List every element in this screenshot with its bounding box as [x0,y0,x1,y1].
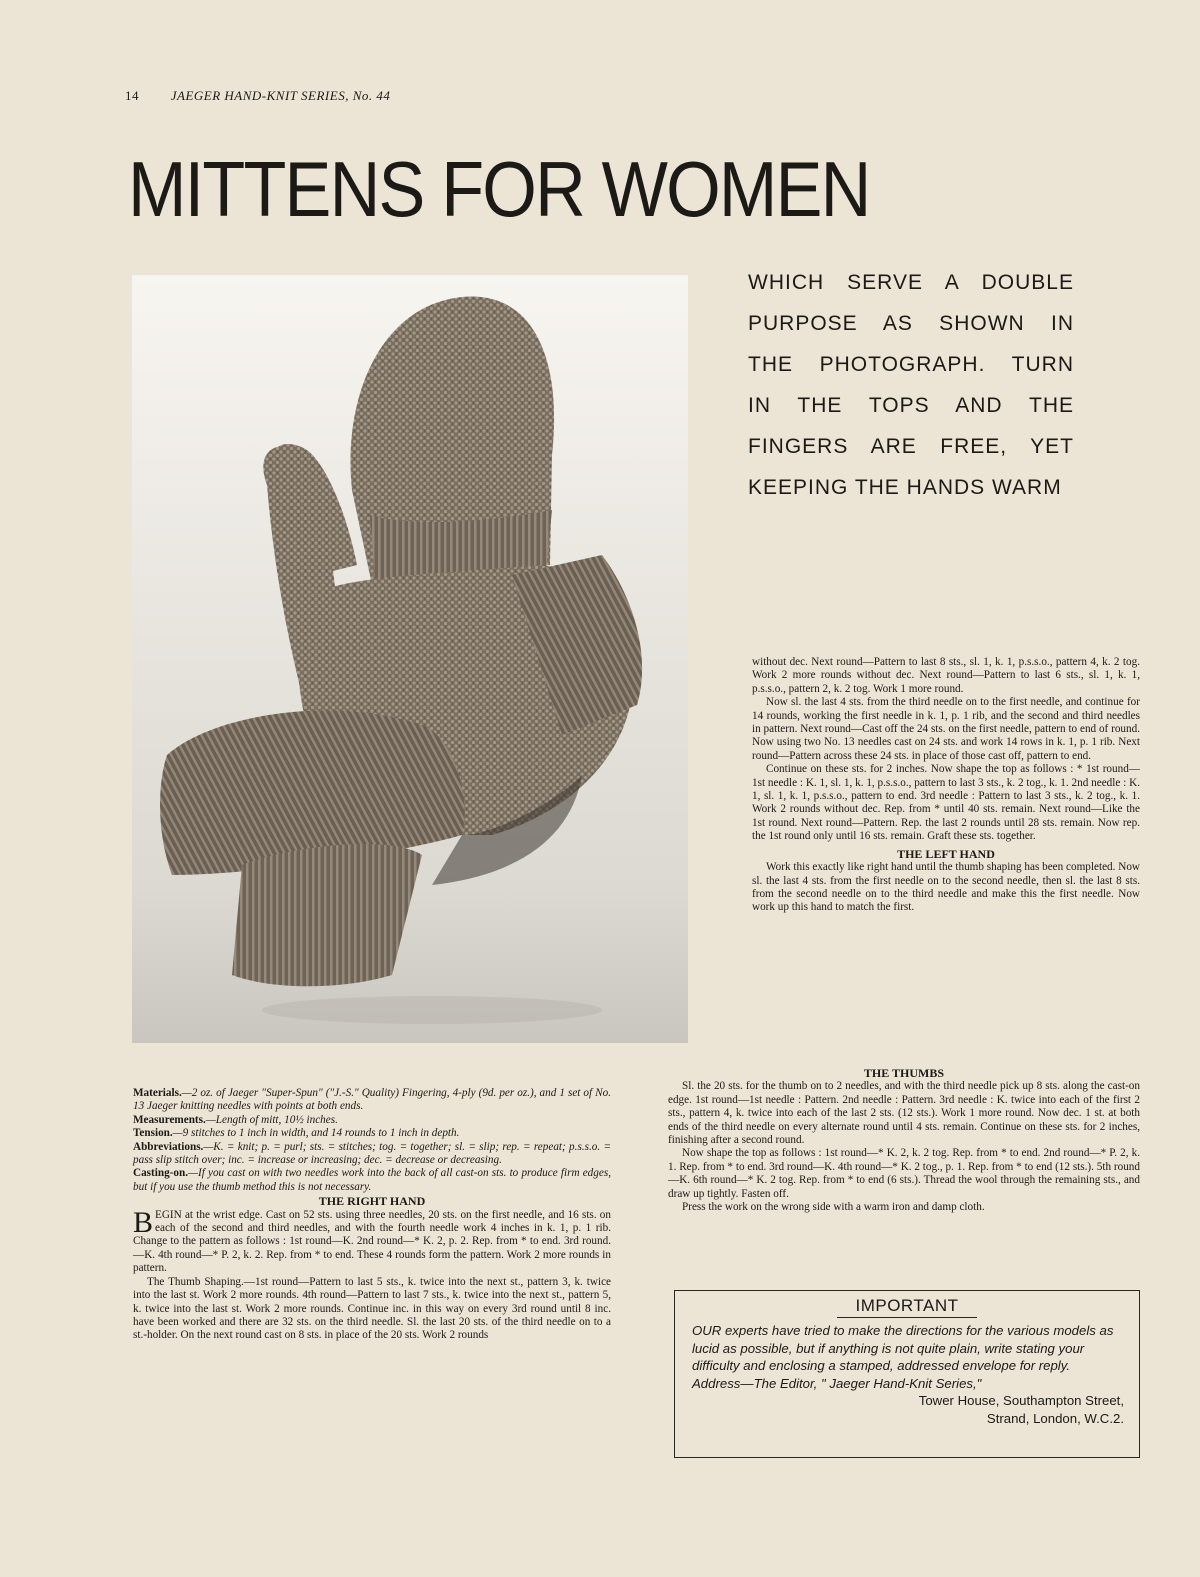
page-header [125,88,390,104]
abbreviations-text: —K. = knit; p. = purl; sts. = stitches; tog. = together; sl. = slip; rep. = repeat; p.s.s.o. = pass slip stitch over; inc. = increase or increasing; dec. = decrease or decreasing. [133,1140,611,1167]
measurements-text: —Length of mitt, 10½ inches. [205,1113,338,1126]
right-hand-paragraph [133,1205,611,1276]
tension-text: —9 stitches to 1 inch in width, and 14 rounds to 1 inch in depth. [172,1127,460,1140]
casting-on-label: Casting-on. [133,1167,189,1180]
mittens-illustration [132,275,688,1043]
instructions-right-column [752,656,1140,915]
page-title: MITTENS FOR WOMEN [128,145,870,233]
right-hand-heading: THE RIGHT HAND [318,1194,426,1209]
subtitle-line: WHICH SERVE A DOUBLE [748,271,1074,294]
left-hand-heading: THE LEFT HAND [897,846,995,861]
subtitle-line: KEEPING THE HANDS WARM [748,476,1062,499]
materials-text: —2 oz. of Jaeger "Super-Spun" ("J.-S." Quality) Fingering, 4-ply (9d. per oz.), and 1 set of No. 13 Jaeger knitting needles with points at both ends. [133,1087,611,1113]
important-notice-box [674,1290,1140,1458]
heading-underline [837,1317,977,1318]
materials-label: Materials. [133,1087,182,1099]
page-number: 14 [125,88,139,103]
instruction-paragraph: Now sl. the last 4 sts. from the third needle on to the first needle, and continue for 14 rounds, working the first needle in k. 1, p. 1 rib, and the second and third needles in pattern. Next round—Cast off the 24 sts. on the first needle, pattern to end of round. Now using two No. 13 needles cast on 24 sts. and work 14 rows in k. 1, p. 1 rib. Next round—Pattern across these 24 sts. in place of those cast off, pattern to end. [752,696,1140,762]
series-title: JAEGER HAND-KNIT SERIES, No. 44 [170,88,391,103]
top-shaping-paragraph: Continue on these sts. for 2 inches. Now shape the top as follows : * 1st round—1st needle : K. 1, sl. 1, k. 1, p.s.s.o., pattern to last 3 sts., k. 2 tog., k. 1. 2nd needle : K. 1, sl. 1, k. 1, p.s.s.o., pattern to end. 3rd needle : Pattern to last 3 sts., k. 2 tog., k. 1. Work 2 rounds without dec. Rep. from * until 40 sts. remain. Next round—Like the 1st round. Next round—Pattern. Rep. the last 2 rounds until 28 sts. remain. Now rep. the 1st round only until 16 sts. remain. Graft these sts. together. [752,763,1140,843]
address-line: Strand, London, W.C.2. [986,1410,1124,1426]
continuation-paragraph: without dec. Next round—Pattern to last 8 sts., sl. 1, k. 1, p.s.s.o., pattern 4, k. 2 tog. Work 2 more rounds without dec. Next round—Pattern to last 6 sts., sl. 1, k. 1, p.s.s.o., pattern 2, k. 2 tog. Work 1 more round. [752,656,1140,695]
subtitle [748,262,1074,508]
subtitle-line: IN THE TOPS AND THE [748,394,1074,417]
thumbs-heading: THE THUMBS [863,1066,945,1080]
important-text: OUR experts have tried to make the directions for the various models as lucid as possible, but if anything is not quite plain, write stating your difficulty and enclosing a stamped, addressed envelope for reply. [692,1323,1114,1373]
right-hand-text: EGIN at the wrist edge. Cast on 52 sts. using three needles, 20 sts. on the first needle, and 16 sts. on each of the second and third needles, and with the fourth needle work 4 inches in k. 1, p. 1 rib. Change to the pattern as follows : 1st round—K. 2nd round—* K. 2, p. 2. Rep. from * to end. 3rd round.—K. 4th round—* P. 2, k. 2. Rep. from * to end. These 4 rounds form the pattern. Work 2 more rounds in pattern. [133,1208,611,1275]
measurements-label: Measurements. [133,1113,206,1126]
materials-section [133,1087,611,1194]
subtitle-line: PURPOSE AS SHOWN IN [748,312,1074,335]
instructions-left-column [133,1087,611,1343]
casting-on-text: —If you cast on with two needles work into the back of all cast-on sts. to produce firm edges, but if you use the thumb method this is not necessary. [133,1167,611,1193]
thumbs-paragraph: Sl. the 20 sts. for the thumb on to 2 needles, and with the third needle pick up 8 sts. along the cast-on edge. 1st round—1st needle : Pattern. 2nd needle : Pattern. 3rd needle : K. twice into each of the first 2 sts., pattern 4, k. twice into each of the last 2 sts. (12 sts.). Work 1 more round. Now dec. 1 st. at both ends of the third needle on every alternate round until 4 sts. remain. Continue on these sts. for 2 inches, finishing after a second round. [668,1080,1140,1147]
subtitle-line: THE PHOTOGRAPH. TURN [748,353,1074,376]
address-line: Tower House, Southampton Street, [918,1393,1124,1408]
tension-label: Tension. [133,1127,173,1140]
drop-cap: B [133,1205,154,1239]
thumbs-section [668,1066,1140,1214]
subtitle-line: FINGERS ARE FREE, YET [748,435,1074,458]
mittens-photograph [132,275,688,1043]
important-text-block [692,1322,1124,1427]
address-line: Address—The Editor, " Jaeger Hand-Knit Series," [692,1375,982,1391]
abbreviations-label: Abbreviations. [133,1140,204,1153]
thumb-shaping-paragraph: The Thumb Shaping.—1st round—Pattern to last 5 sts., k. twice into the next st., pattern 3, k. twice into the last st. Work 2 more rounds. 4th round—Pattern to last 7 sts., k. twice into the next st., pattern 5, k. twice into the last st. Work 2 more rounds. Continue inc. in this way on every 3rd round until 8 inc. have been worked and there are 32 sts. on the third needle. Sl. the last 20 sts. of the third needle on to a st.-holder. On the next round cast on 8 sts. in place of the 20 sts. Work 2 rounds [133,1275,611,1342]
left-hand-paragraph: Work this exactly like right hand until the thumb shaping has been completed. Now sl. the last 4 sts. from the first needle on to the second needle, then sl. the last 8 sts. from the second needle on to the third needle and make this the first needle. Now work up this hand to match the first. [752,861,1140,914]
important-heading: IMPORTANT [855,1296,959,1315]
press-paragraph: Press the work on the wrong side with a warm iron and damp cloth. [682,1201,985,1214]
thumbs-top-paragraph: Now shape the top as follows : 1st round—* K. 2, k. 2 tog. Rep. from * to end. 2nd round—* P. 2, k. 1. Rep. from * to end. 3rd round—K. 4th round—* K. 2 tog., p. 1. Rep. from * to end (12 sts.). 5th round—K. 6th round—* K. 2 tog. Rep. from * to end (6 sts.). Thread the wool through the remaining sts., and draw up tightly. Fasten off. [668,1147,1140,1200]
